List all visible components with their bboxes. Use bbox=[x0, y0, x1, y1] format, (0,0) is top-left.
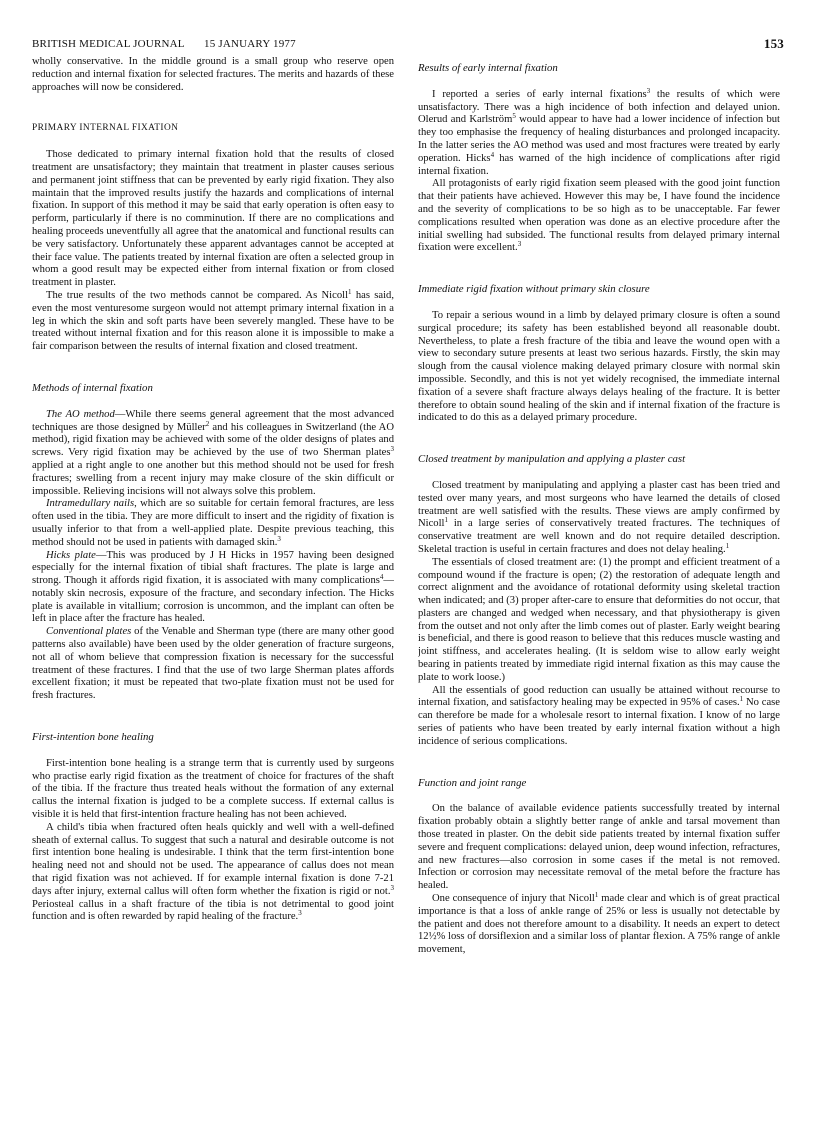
intro-paragraph: wholly conservative. In the middle ground is a small group who reserve open reduction and internal fixation for selected fractures. The merits and hazards of these approaches will now be considered. bbox=[32, 56, 394, 93]
section-heading-primary-internal-fixation: PRIMARY INTERNAL FIXATION bbox=[32, 123, 179, 134]
paragraph: The true results of the two methods cannot be compared. As Nicoll$^1$ has said, even the most venturesome surgeon would not attempt primary internal fixation in a leg in which the skin and soft parts have been severely mangled. These have to be treated without internal fixation and for this reason alone it is impossible to make a fair comparison between the results of internal fixation and closed treatment. bbox=[32, 287, 394, 353]
paragraph: To repair a serious wound in a limb by delayed primary closure is often a sound surgical procedure; its safety has been established beyond all reasonable doubt. Nevertheless, to plate a fresh fracture of the tibia and leave the wound open with a view to secondary suture presents at least two serious hazards. Firstly, the skin may slough from the causal violence making delayed primary closure with normal skin impossible. Secondly, and this is not yet widely recognised, the immediate internal fixation of a severe shaft fracture always delays healing of the fracture. It is better therefore to obtain sound healing of the skin and if internal fixation of the fracture is indicated to do this as a delayed primary procedure. bbox=[418, 309, 780, 424]
reference-marker: 1 bbox=[739, 695, 744, 704]
section-heading-first-intention: First-intention bone healing bbox=[32, 731, 154, 744]
paragraph-ao-method: The AO method—While there seems general agreement that the most advanced techniques are those designed by Müller$^2$ and his colleagues in Switzerland (the AO method), rigid fixation may be achieved with some of the older designs of plates and screws. Very rigid fixation may be achieved by the use of two Sherman plates$^3$ applied at a right angle to one another but this method should not be used for fresh fractures; swelling from a recent injury may make closure of the skin difficult or impossible. Relieving incisions will not always solve this problem. bbox=[32, 408, 394, 497]
paragraph: I reported a series of early internal fixations$^3$ the results of which were unsatisfactory. There was a high incidence of both infection and delayed union. Olerud and Karlström$^5$ would appear to have had a lower incidence of infection but they too emphasise the frequency of healing disturbances and prolonged incapacity. In the latter series the AO method was used and most fractures were treated by early operation. Hicks$^4$ has warned of the high incidence of complications after rigid internal fixation. bbox=[418, 86, 780, 177]
reference-marker: 1 bbox=[725, 541, 730, 550]
paragraph: The essentials of closed treatment are: (1) the prompt and efficient treatment of a compound wound if the fracture is open; (2) the restoration of adequate length and correct alignment and the avoidance of rotational deformity using skeletal traction when indicated; and (3) proper after-care to ensure that deformities do not occur, that plasters are changed and wedged when necessary, and that physiotherapy is given from the outset and not only after the limb comes out of plaster. Early weight bearing is beneficial, and there is good reason to believe that this reduces muscle wasting and joint stiffness, and accelerates healing. (It is seldom wise to allow early weight bearing in patients treated by immediate rigid internal fixation as this may cause the plate to work loose.) bbox=[418, 556, 780, 683]
reference-marker: 1 bbox=[594, 891, 599, 900]
reference-marker: 1 bbox=[348, 287, 352, 296]
run-in-heading: Conventional plates bbox=[46, 626, 132, 638]
page-number: 153 bbox=[763, 36, 784, 51]
paragraph: One consequence of injury that Nicoll$^1$ made clear and which is of great practical importance is that a loss of ankle range of 25% or less is usually not detectable by the patient and does not therefore amount to a disability. It needs an expert to detect 12½% loss of dorsiflexion and a similar loss of plantar flexion. A 75% range of ankle movement, bbox=[418, 891, 780, 956]
paragraph-intramedullary-nails: Intramedullary nails, which are so suitable for certain femoral fractures, are less often used in the tibia. They are more difficult to insert and the rigidity of fixation is usually inferior to that from a well-applied plate. Despite previous teaching, this method should not be used in patients with damaged skin.$^3$ bbox=[32, 498, 394, 548]
run-in-heading: Intramedullary nails bbox=[46, 498, 135, 510]
reference-marker: 3 bbox=[390, 445, 394, 454]
reference-marker: 3 bbox=[390, 883, 394, 892]
reference-marker: 3 bbox=[646, 86, 651, 95]
paragraph: First-intention bone healing is a strange term that is currently used by surgeons who practise early rigid fixation as the treatment of choice for fractures of the shaft of the tibia. If the fracture thus treated heals without the formation of any external callus the internal fixation is judged to be a complete success. If external callus is visible it is held that first-intention fracture healing has not been achieved. bbox=[32, 757, 394, 821]
run-in-heading: The AO method bbox=[46, 408, 115, 420]
paragraph: All protagonists of early rigid fixation seem pleased with the good joint function that their patients have achieved. However this may be, I have found the incidence and the severity of complications to be so high as to be unacceptable. Far fewer complications resulted when operation was done as an elective procedure after the initial swelling had subsided. The functional results from delayed primary internal fixation were excellent.$^3$ bbox=[418, 178, 780, 254]
section-heading-function-joint-range: Function and joint range bbox=[418, 776, 527, 789]
section-heading-closed-treatment: Closed treatment by manipulation and applying a plaster cast bbox=[418, 453, 686, 466]
reference-marker: 3 bbox=[517, 240, 522, 249]
reference-marker: 4 bbox=[490, 150, 495, 159]
reference-marker: 2 bbox=[205, 419, 210, 428]
reference-marker: 1 bbox=[444, 516, 448, 525]
left-column bbox=[32, 56, 394, 1136]
paragraph: Closed treatment by manipulating and applying a plaster cast has been tried and tested over many years, and most surgeons who have learned the details of closed treatment are well satisfied with the results. These views are amply confirmed by Nicoll$^1$ in a large series of conservatively treated fractures. The techniques of conservative treatment are well known and do not require detailed description. Skeletal traction is useful in certain fractures and does not delay healing.$^1$ bbox=[418, 479, 780, 555]
reference-marker: 3 bbox=[298, 909, 302, 918]
page-header bbox=[32, 38, 784, 54]
paragraph-hicks-plate: Hicks plate—This was produced by J H Hicks in 1957 having been designed especially for the internal fixation of tibial shaft fractures. The plate is large and strong. Though it affords rigid fixation, it is associated with many complications$^4$—notably skin necrosis, exposure of the fracture, and secondary infection. The Hicks plate is available in vitallium; corrosion is uncommon, and the implant can often be left in place after the fracture has healed. bbox=[32, 549, 394, 625]
run-in-heading: Hicks plate bbox=[46, 549, 96, 561]
reference-marker: 3 bbox=[277, 534, 281, 543]
paragraph-conventional-plates: Conventional plates of the Venable and Sherman type (there are many other good patterns also available) have been used by the older generation of fracture surgeons, not all of whom believe that compression fixation is necessary for the successful treatment of these fractures. I find that the use of two large Sherman plates affords excellent fixation; it must be repeated that two-plate fixation must not be used for fresh fractures. bbox=[32, 626, 394, 702]
right-column bbox=[418, 58, 780, 1138]
paragraph: Those dedicated to primary internal fixation hold that the results of closed treatment are unsatisfactory; they maintain that treatment in plaster causes serious and permanent joint stiffness that can be prevented by early rigid fixation. They also maintain that the improved results justify the hazards and complications of internal fixation. In support of this method it may be said that early operation is often easy to perform, particularly if there is no comminution. If there are no complications and healing proceeds uneventfully all agree that the anatomical and functional results can be very satisfactory. Unfortunately these apparent advantages cannot be accepted at their face value. The patients treated by internal fixation are often a selected group in whom a good result may be expected either from internal fixation or from closed treatment in plaster. bbox=[32, 149, 394, 289]
paragraph: All the essentials of good reduction can usually be attained without recourse to internal fixation, and satisfactory healing may be expected in 95% of cases.$^1$ No case can therefore be made for a wholesale resort to internal fixation. I know of no large series of patients who have been treated by early internal fixation without a high incidence of serious complications. bbox=[418, 684, 780, 747]
reference-marker: 5 bbox=[512, 112, 516, 121]
journal-name: BRITISH MEDICAL JOURNAL bbox=[32, 38, 185, 50]
paragraph: On the balance of available evidence patients successfully treated by internal fixation probably obtain a slightly better range of ankle and tarsal movement than those treated in plaster. On the debit side patients treated by internal fixation suffer severe and frequent complications: delayed union, deep wound infection, refractures, and new fractures—also corrosion in some cases if the metal is not removed. Infection or corrosion may necessitate removal of the metal before the fracture has healed. bbox=[418, 803, 780, 892]
issue-date: 15 JANUARY 1977 bbox=[204, 38, 296, 50]
section-heading-methods: Methods of internal fixation bbox=[32, 381, 153, 394]
reference-marker: 4 bbox=[379, 573, 384, 582]
section-heading-results-early-fixation: Results of early internal fixation bbox=[418, 62, 558, 74]
paragraph: A child's tibia when fractured often heals quickly and well with a well-defined sheath of external callus. To suggest that such a natural and desirable outcome is not first intention bone healing is undesirable. I think that the term first-intention bone healing need not and should not be used. The appearance of callus does not mean that rigid fixation was not achieved. If for example internal fixation is done 7-21 days after injury, external callus will often form whether the fixation is rigid or not.$^3$ Periosteal callus in a shaft fracture of the tibia is not detrimental to good joint function and is often rewarded by rapid healing of the fracture.$^3$ bbox=[32, 821, 394, 923]
section-heading-immediate-fixation: Immediate rigid fixation without primary skin closure bbox=[418, 283, 650, 296]
